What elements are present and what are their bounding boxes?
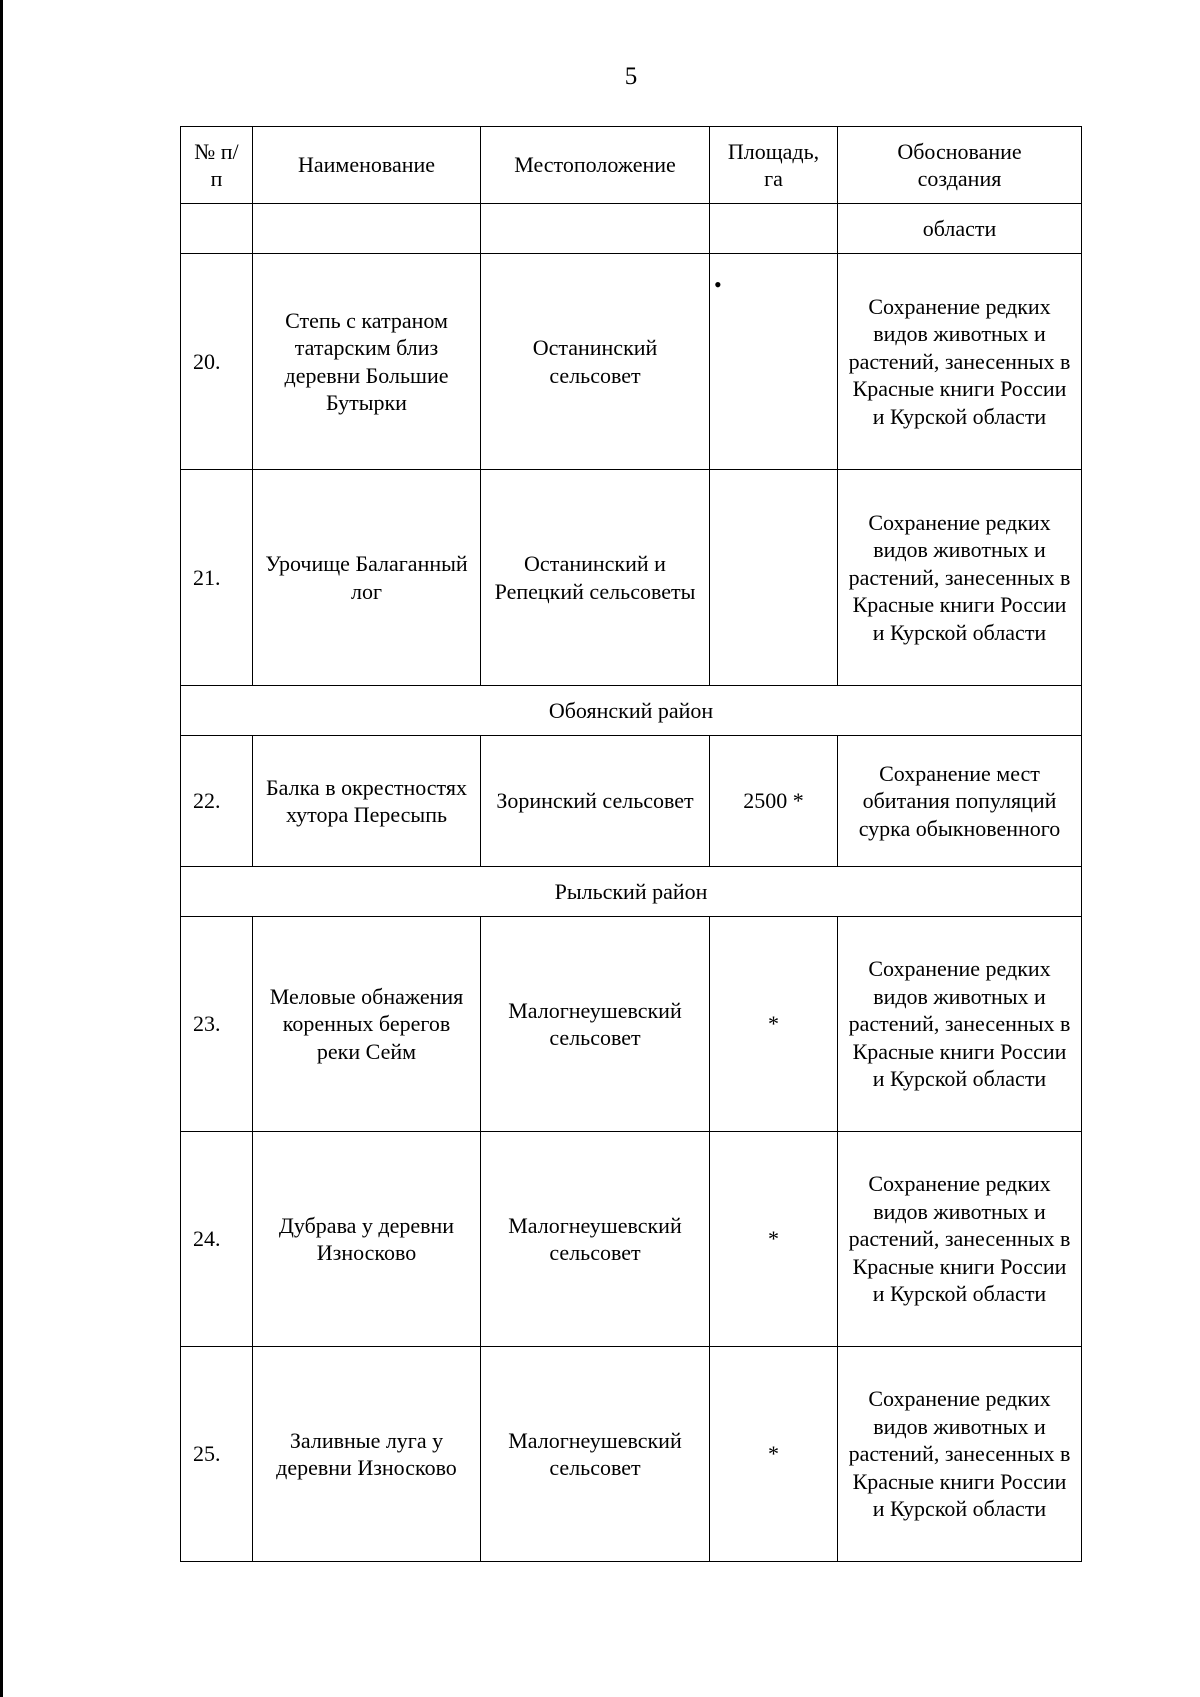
cell-name: Степь с катраном татарским близ деревни Большие Бутырки [253, 254, 481, 470]
cell-num: 21. [181, 470, 253, 686]
cell-basis: Сохранение редких видов животных и растений, занесенных в Красные книги России и Курской области [838, 1132, 1082, 1347]
header-area: Площадь, га [710, 127, 838, 204]
page-left-border [0, 0, 3, 1697]
table-row [181, 254, 1082, 470]
cell-name: Заливные луга у деревни Износково [253, 1347, 481, 1562]
header-location: Местоположение [481, 127, 710, 204]
section-row [181, 867, 1082, 917]
cell-location: Малогнеушевский сельсовет [481, 1347, 710, 1562]
cell-basis: Сохранение редких видов животных и растений, занесенных в Красные книги России и Курской области [838, 254, 1082, 470]
cell-basis: области [838, 204, 1082, 254]
reserves-table [180, 126, 1082, 1562]
table-row [181, 1347, 1082, 1562]
cell-num: 23. [181, 917, 253, 1132]
cell-area: 2500 * [710, 736, 838, 867]
cell-location: Малогнеушевский сельсовет [481, 917, 710, 1132]
cell-num: 25. [181, 1347, 253, 1562]
cell-basis: Сохранение мест обитания популяций сурка обыкновенного [838, 736, 1082, 867]
cell-location: Останинский и Репецкий сельсоветы [481, 470, 710, 686]
cell-empty [481, 204, 710, 254]
cell-area: * [710, 1347, 838, 1562]
table-row [181, 1132, 1082, 1347]
section-title: Обоянский район [181, 686, 1082, 736]
cell-empty [181, 204, 253, 254]
section-title: Рыльский район [181, 867, 1082, 917]
cell-location: Останинский сельсовет [481, 254, 710, 470]
table-row [181, 736, 1082, 867]
cell-name: Урочище Балаганный лог [253, 470, 481, 686]
cell-empty [253, 204, 481, 254]
page-number: 5 [624, 63, 638, 90]
cell-basis: Сохранение редких видов животных и растений, занесенных в Красные книги России и Курской области [838, 917, 1082, 1132]
header-name: Наименование [253, 127, 481, 204]
cell-area [710, 470, 838, 686]
section-row [181, 686, 1082, 736]
stray-mark: • [714, 272, 722, 297]
table-row [181, 470, 1082, 686]
cell-basis: Сохранение редких видов животных и растений, занесенных в Красные книги России и Курской области [838, 470, 1082, 686]
cell-name: Дубрава у деревни Износково [253, 1132, 481, 1347]
cell-num: 22. [181, 736, 253, 867]
cell-num: 20. [181, 254, 253, 470]
table-header-row [181, 127, 1082, 204]
cell-area: * [710, 1132, 838, 1347]
cell-name: Меловые обнажения коренных берегов реки Сейм [253, 917, 481, 1132]
header-basis: Обоснование создания [838, 127, 1082, 204]
cell-num: 24. [181, 1132, 253, 1347]
cell-area: * [710, 917, 838, 1132]
cell-empty [710, 204, 838, 254]
cell-location: Зоринский сельсовет [481, 736, 710, 867]
header-num: № п/п [181, 127, 253, 204]
table-row [181, 917, 1082, 1132]
cell-area [710, 254, 838, 470]
cell-basis: Сохранение редких видов животных и растений, занесенных в Красные книги России и Курской области [838, 1347, 1082, 1562]
cell-name: Балка в окрестностях хутора Пересыпь [253, 736, 481, 867]
cell-location: Малогнеушевский сельсовет [481, 1132, 710, 1347]
table-row-continuation [181, 204, 1082, 254]
